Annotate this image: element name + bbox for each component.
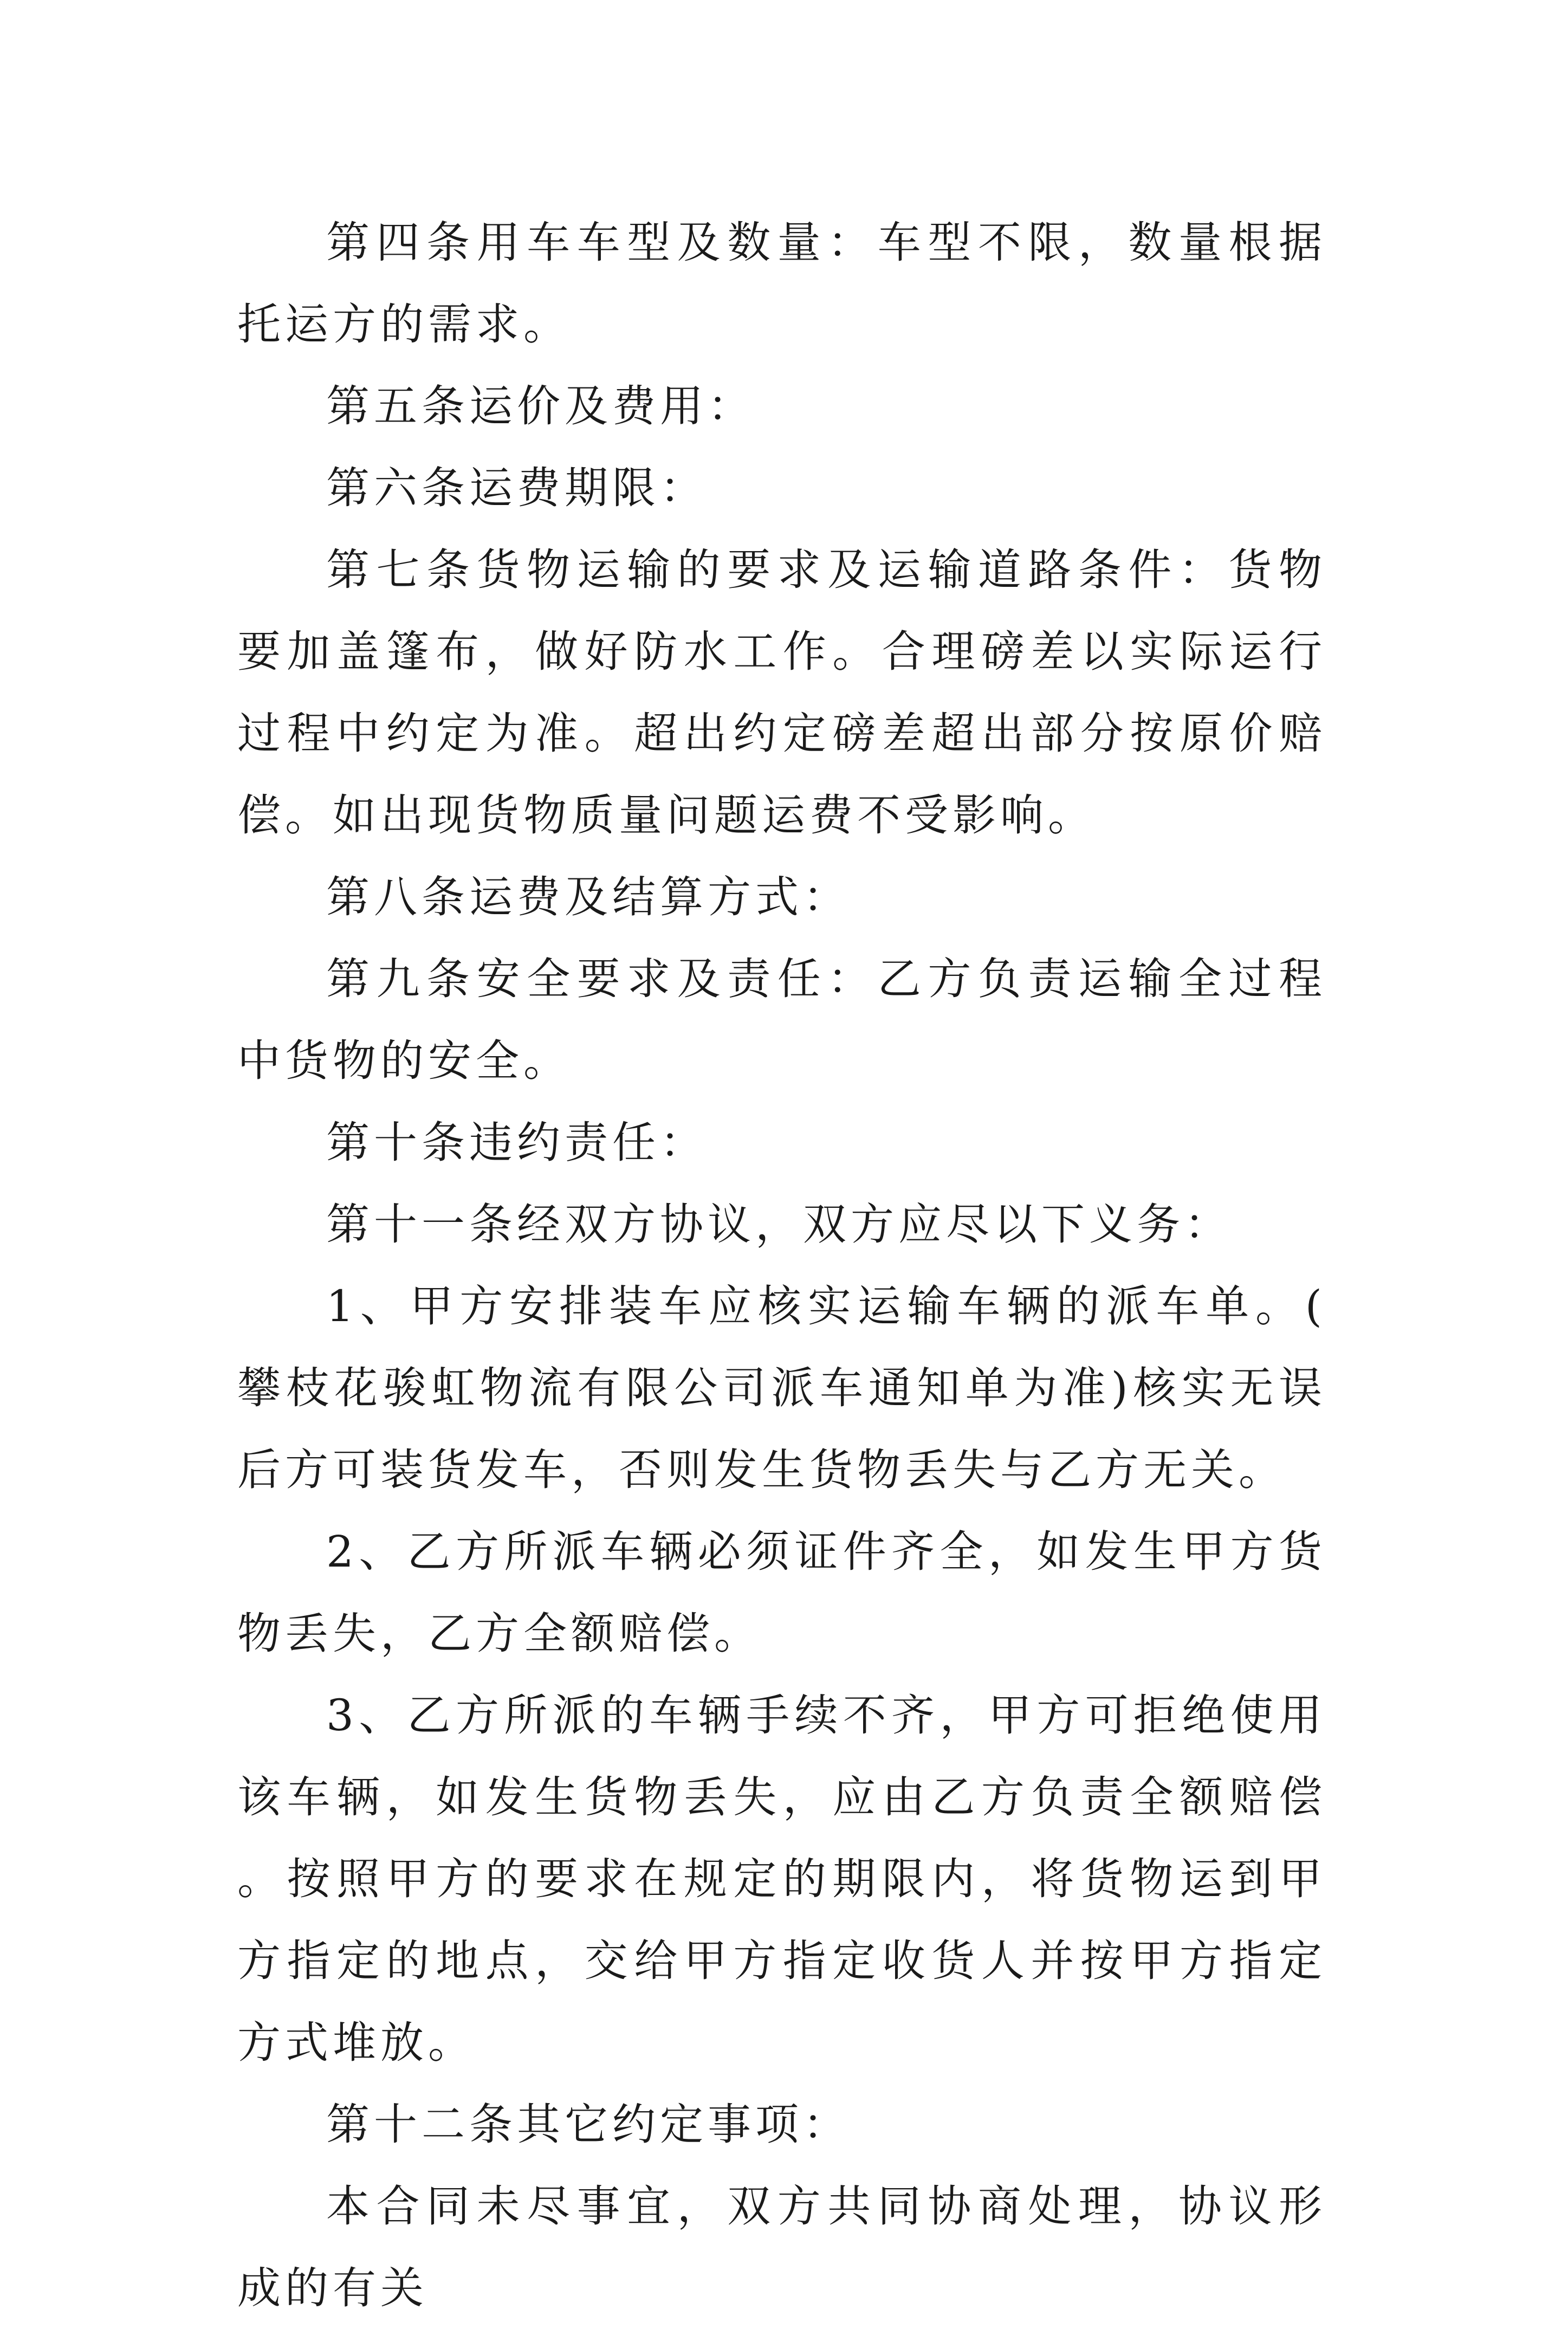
obligation-item-1: 1、甲方安排装车应核实运输车辆的派车单。(攀枝花骏虹物流有限公司派车通知单为准)核实无误后方可装货发车，否则发生货物丢失与乙方无关。 bbox=[237, 1281, 1326, 1495]
clause-7-transport-requirements: 第七条货物运输的要求及运输道路条件：货物要加盖篷布，做好防水工作。合理磅差以实际运行过程中约定为准。超出约定磅差超出部分按原价赔偿。如出现货物质量问题运费不受影响。 bbox=[237, 545, 1326, 840]
clause-9-safety: 第九条安全要求及责任：乙方负责运输全过程中货物的安全。 bbox=[237, 954, 1326, 1086]
obligation-item-3: 3、乙方所派的车辆手续不齐，甲方可拒绝使用该车辆，如发生货物丢失，应由乙方负责全额赔偿。按照甲方的要求在规定的期限内，将货物运到甲方指定的地点，交给甲方指定收货人并按甲方指定方式堆放。 bbox=[237, 1690, 1326, 2068]
clause-4-vehicle-type: 第四条用车车型及数量：车型不限，数量根据托运方的需求。 bbox=[237, 217, 1326, 350]
clause-10-liability: 第十条违约责任： bbox=[326, 1117, 708, 1168]
clause-5-freight-price: 第五条运价及费用： bbox=[326, 381, 755, 431]
clause-11-obligations: 第十一条经双方协议，双方应尽以下义务： bbox=[326, 1199, 1232, 1250]
document-page bbox=[237, 202, 1326, 2329]
clause-6-freight-term: 第六条运费期限： bbox=[326, 463, 708, 513]
clause-8-settlement: 第八条运费及结算方式： bbox=[326, 872, 851, 922]
obligation-item-2: 2、乙方所派车辆必须证件齐全，如发生甲方货物丢失，乙方全额赔偿。 bbox=[237, 1526, 1326, 1659]
clause-12-other-matters: 第十二条其它约定事项： bbox=[326, 2099, 851, 2150]
closing-paragraph: 本合同未尽事宜，双方共同协商处理，协议形成的有关 bbox=[237, 2181, 1326, 2313]
